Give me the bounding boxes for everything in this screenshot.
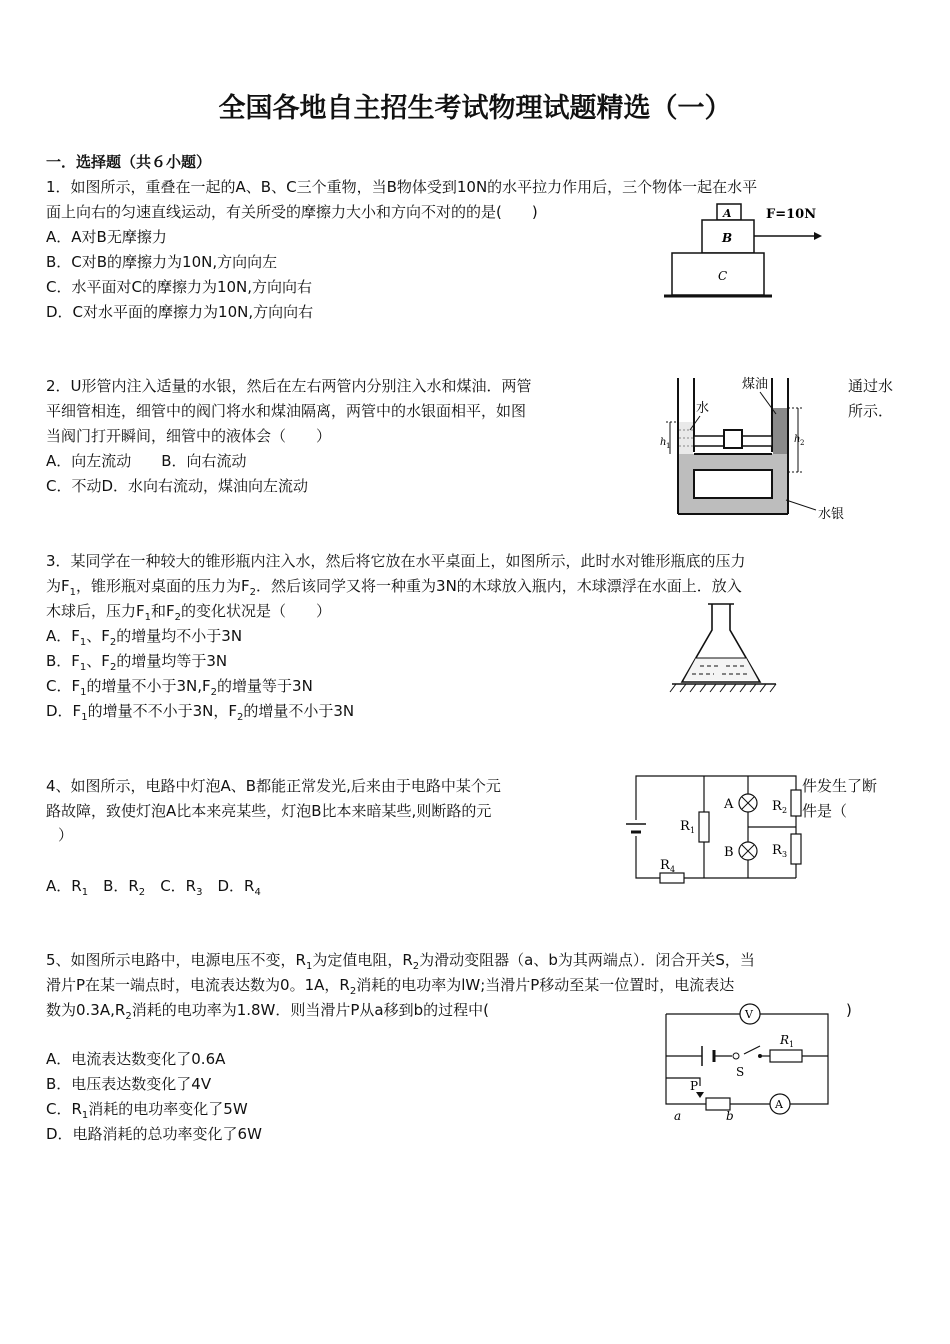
- h1-label: h: [660, 437, 667, 448]
- q4-stem-line3: ）: [58, 826, 74, 844]
- switch-pivot: [733, 1053, 739, 1059]
- svg-text:R: R: [660, 858, 670, 873]
- q2-stem-line2-right: 所示．: [848, 402, 894, 420]
- q5-option-d[interactable]: D．电路消耗的总功率变化了6W: [46, 1125, 262, 1143]
- q4-stem-line1: 4、如图所示，电路中灯泡A、B都能正常发光,后来由于电路中某个元: [46, 777, 501, 795]
- kerosene-label: 煤油: [742, 377, 769, 392]
- q2-stem-line3: 当阀门打开瞬间，细管中的液体会（ ）: [46, 427, 332, 445]
- svg-text:1: 1: [789, 1040, 795, 1049]
- block-b-label: B: [722, 231, 733, 245]
- q5-option-c[interactable]: C．$R_1$消耗的电功率变化了5W: [46, 1100, 248, 1121]
- end-b-label: b: [726, 1109, 734, 1123]
- q2-stem-line1-right: 通过水: [848, 377, 894, 395]
- block-c-label: C: [718, 269, 728, 283]
- svg-text:R: R: [680, 819, 690, 834]
- block-a-label: A: [723, 207, 732, 220]
- q2-options-cd[interactable]: C．不动D．水向右流动，煤油向左流动: [46, 477, 309, 495]
- q1-option-c[interactable]: C．水平面对C的摩擦力为10N,方向向右: [46, 278, 313, 296]
- q5-circuit-figure: [660, 1004, 840, 1124]
- slider-label: P: [690, 1079, 699, 1093]
- h1-subscript: 1: [666, 442, 671, 450]
- end-a-label: a: [674, 1109, 682, 1123]
- q1-blocks-figure: [662, 200, 832, 300]
- force-arrow-head: [814, 232, 822, 240]
- q4-circuit-figure: [624, 770, 814, 885]
- resistor-r1: [699, 812, 709, 842]
- q4-stem-line2-right: 件是（: [802, 802, 848, 820]
- force-label: F=10N: [766, 207, 817, 222]
- q3-option-b[interactable]: B．$F_1$、$F_2$的增量均等于3N: [46, 652, 228, 673]
- page-title: 全国各地自主招生考试物理试题精选（一）: [218, 93, 732, 124]
- q2-u-tube-figure: [660, 372, 860, 522]
- q3-stem-line1: 3．某同学在一种较大的锥形瓶内注入水，然后将它放在水平桌面上，如图所示，此时水对锥形瓶底的压力: [46, 552, 746, 570]
- water-column: [679, 422, 693, 454]
- q5-stem-line3-right: ): [846, 1001, 852, 1019]
- q1-option-b[interactable]: B．C对B的摩擦力为10N,方向向左: [46, 253, 278, 271]
- switch-label: S: [736, 1065, 745, 1079]
- h2-label: h: [794, 434, 801, 445]
- q1-stem-line2: 面上向右的匀速直线运动，有关所受的摩擦力大小和方向不对的的是( ): [46, 203, 538, 221]
- mercury-label: 水银: [818, 507, 845, 522]
- svg-text:1: 1: [690, 826, 696, 835]
- q5-stem-line1: 5、如图所示电路中，电源电压不变，$R_1$为定值电阻，$R_2$为滑动变阻器（a、b为其两端点）．闭合开关S，当: [46, 951, 755, 972]
- water-label: 水: [696, 401, 710, 416]
- kerosene-column: [773, 408, 787, 454]
- q5-option-b[interactable]: B．电压表达数变化了4V: [46, 1075, 212, 1093]
- q2-options-ab[interactable]: A．向左流动 B．向右流动: [46, 452, 247, 470]
- valve: [724, 430, 742, 448]
- lamp-a: [739, 794, 757, 812]
- flask-water: [684, 658, 758, 680]
- svg-text:R: R: [772, 799, 782, 814]
- q5-stem-line2: 滑片P在某一端点时，电流表达数为0。1A，$R_2$消耗的电功率为lW;当滑片P移动至某一位置时，电流表达: [46, 976, 735, 997]
- lamp-b-label: B: [724, 845, 734, 860]
- svg-text:4: 4: [670, 865, 676, 874]
- q1-stem-line1: 1．如图所示，重叠在一起的A、B、C三个重物，当B物体受到10N的水平拉力作用后，三个物体一起在水平: [46, 178, 758, 196]
- section-heading: 一．选择题（共６小题）: [46, 153, 212, 171]
- q3-option-c[interactable]: C．$F_1$的增量不小于$3N,F_2$的增量等于3N: [46, 677, 313, 698]
- voltmeter-label: V: [745, 1008, 753, 1021]
- q3-stem-line2: 为$F_1$，锥形瓶对桌面的压力为$F_2$．然后该同学又将一种重为3N的木球放入瓶内，木球漂浮在水面上．放入: [46, 577, 742, 598]
- q4-stem-line2: 路故障，致使灯泡A比本来亮某些，灯泡B比本来暗某些,则断路的元: [46, 802, 492, 820]
- svg-text:R: R: [772, 843, 782, 858]
- q4-stem-line1-right: 件发生了断: [802, 777, 878, 795]
- q3-option-a[interactable]: A．$F_1$、$F_2$的增量均不小于3N: [46, 627, 243, 648]
- svg-text:R: R: [780, 1033, 790, 1047]
- q2-stem-line1: 2．U形管内注入适量的水银，然后在左右两管内分别注入水和煤油．两管: [46, 377, 532, 395]
- resistor-r1: [770, 1050, 802, 1062]
- svg-text:2: 2: [782, 806, 788, 815]
- q5-option-a[interactable]: A．电流表达数变化了0.6A: [46, 1050, 226, 1068]
- q1-option-a[interactable]: A．A对B无摩擦力: [46, 228, 167, 246]
- q3-option-d[interactable]: D．$F_1$的增量不不小于3N，$F_2$的增量不小于3N: [46, 702, 355, 723]
- lamp-a-label: A: [724, 797, 734, 812]
- h2-subscript: 2: [800, 439, 805, 447]
- q4-options[interactable]: A．$R_1$ B．$R_2$ C．$R_3$ D．$R_4$: [46, 877, 261, 898]
- q3-flask-figure: [670, 600, 780, 695]
- resistor-r2: [791, 790, 801, 816]
- q1-option-d[interactable]: D．C对水平面的摩擦力为10N,方向向右: [46, 303, 314, 321]
- resistor-r4: [660, 873, 684, 883]
- q5-stem-line3: 数为$0.3A,R_2$消耗的电功率为1.8W．则当滑片P从a移到b的过程中(: [46, 1001, 489, 1022]
- resistor-r3: [791, 834, 801, 864]
- svg-text:3: 3: [782, 850, 788, 859]
- lamp-b: [739, 842, 757, 860]
- ammeter-label: A: [775, 1098, 783, 1111]
- q3-stem-line3: 木球后，压力$F_1$和$F_2$的变化状况是（ ）: [46, 602, 332, 623]
- q2-stem-line2: 平细管相连，细管中的阀门将水和煤油隔离，两管中的水银面相平，如图: [46, 402, 527, 420]
